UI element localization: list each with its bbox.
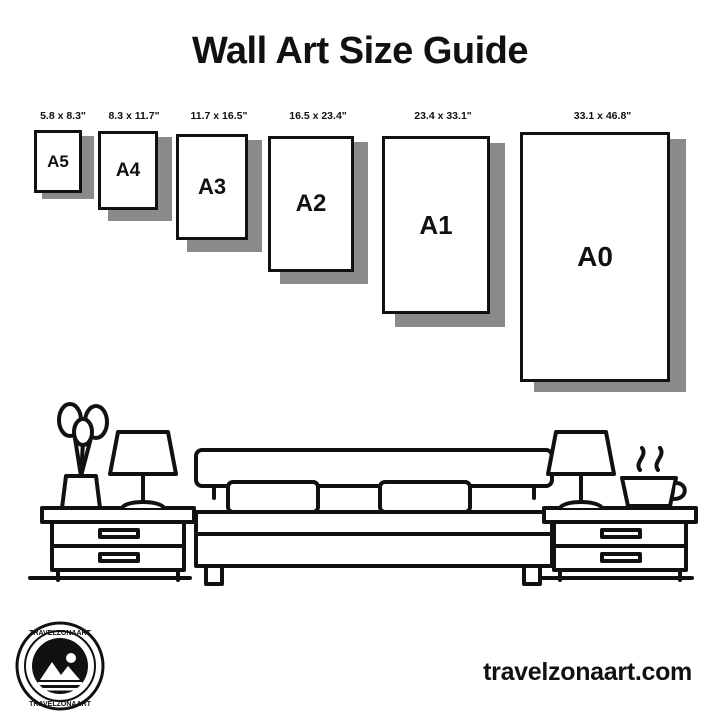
frame-a4-label: A4 [115, 160, 141, 181]
right-nightstand-handle-bottom [602, 554, 640, 561]
frame-a2-box[interactable] [268, 136, 354, 272]
frame-a4-box[interactable] [98, 131, 158, 210]
flower-stem-middle [81, 442, 83, 476]
left-lamp-shade [110, 432, 176, 474]
bed-leg-left [206, 566, 222, 584]
frame-a0-box[interactable] [520, 132, 670, 382]
frame-a5-label: A5 [47, 152, 69, 171]
bedroom-svg [0, 370, 720, 610]
left-lamp-base [122, 502, 164, 508]
frame-a5-dimension: 5.8 x 8.3" [40, 110, 86, 122]
frame-a1-label: A1 [419, 210, 453, 240]
coffee-steam-right [656, 448, 661, 470]
frame-a5[interactable] [34, 110, 92, 200]
right-nightstand-handle-top [602, 530, 640, 537]
frame-a3-label: A3 [197, 174, 227, 199]
flower-bloom-middle [74, 419, 92, 445]
brand-logo-text-top: TRAVELZONAART [29, 630, 91, 637]
frame-a2-label: A2 [295, 190, 327, 217]
left-nightstand-handle-bottom [100, 554, 138, 561]
frame-size-comparison [0, 110, 720, 410]
right-lamp-shade [548, 432, 614, 474]
frame-a0-dimension: 33.1 x 46.8" [573, 110, 632, 122]
frame-a3-dimension: 11.7 x 16.5" [190, 110, 248, 122]
bed-mattress [196, 512, 552, 566]
frame-a4[interactable] [98, 110, 170, 220]
right-lamp-base [560, 502, 602, 508]
frame-a3-box[interactable] [176, 134, 248, 240]
right-nightstand-top [544, 508, 696, 522]
page-title: Wall Art Size Guide [191, 30, 529, 72]
bed-leg-right [524, 566, 540, 584]
brand-logo-icon [14, 620, 106, 712]
frame-a1[interactable] [382, 110, 504, 320]
frame-a1-dimension: 23.4 x 33.1" [414, 110, 472, 122]
frame-a0[interactable] [520, 110, 685, 400]
footer [0, 610, 720, 720]
vase [62, 476, 100, 508]
website-url[interactable]: travelzonaart.com [483, 658, 692, 686]
bed-pillow-right [380, 482, 470, 512]
frame-a0-label: A0 [577, 241, 613, 272]
left-nightstand-handle-top [100, 530, 138, 537]
frame-a2-dimension: 16.5 x 23.4" [289, 110, 347, 122]
frame-a4-dimension: 8.3 x 11.7" [108, 110, 160, 122]
frame-a2[interactable] [268, 110, 368, 280]
coffee-cup-body [622, 478, 676, 506]
brand-logo[interactable] [14, 620, 106, 712]
bed-pillow-left [228, 482, 318, 512]
left-nightstand-top [42, 508, 194, 522]
coffee-steam-left [638, 448, 643, 470]
frame-a5-box[interactable] [34, 130, 82, 193]
frame-a1-box[interactable] [382, 136, 490, 314]
bedroom-illustration [0, 370, 720, 610]
brand-logo-text-bottom: TRAVELZONAART [29, 701, 91, 708]
frame-a3[interactable] [176, 110, 262, 250]
